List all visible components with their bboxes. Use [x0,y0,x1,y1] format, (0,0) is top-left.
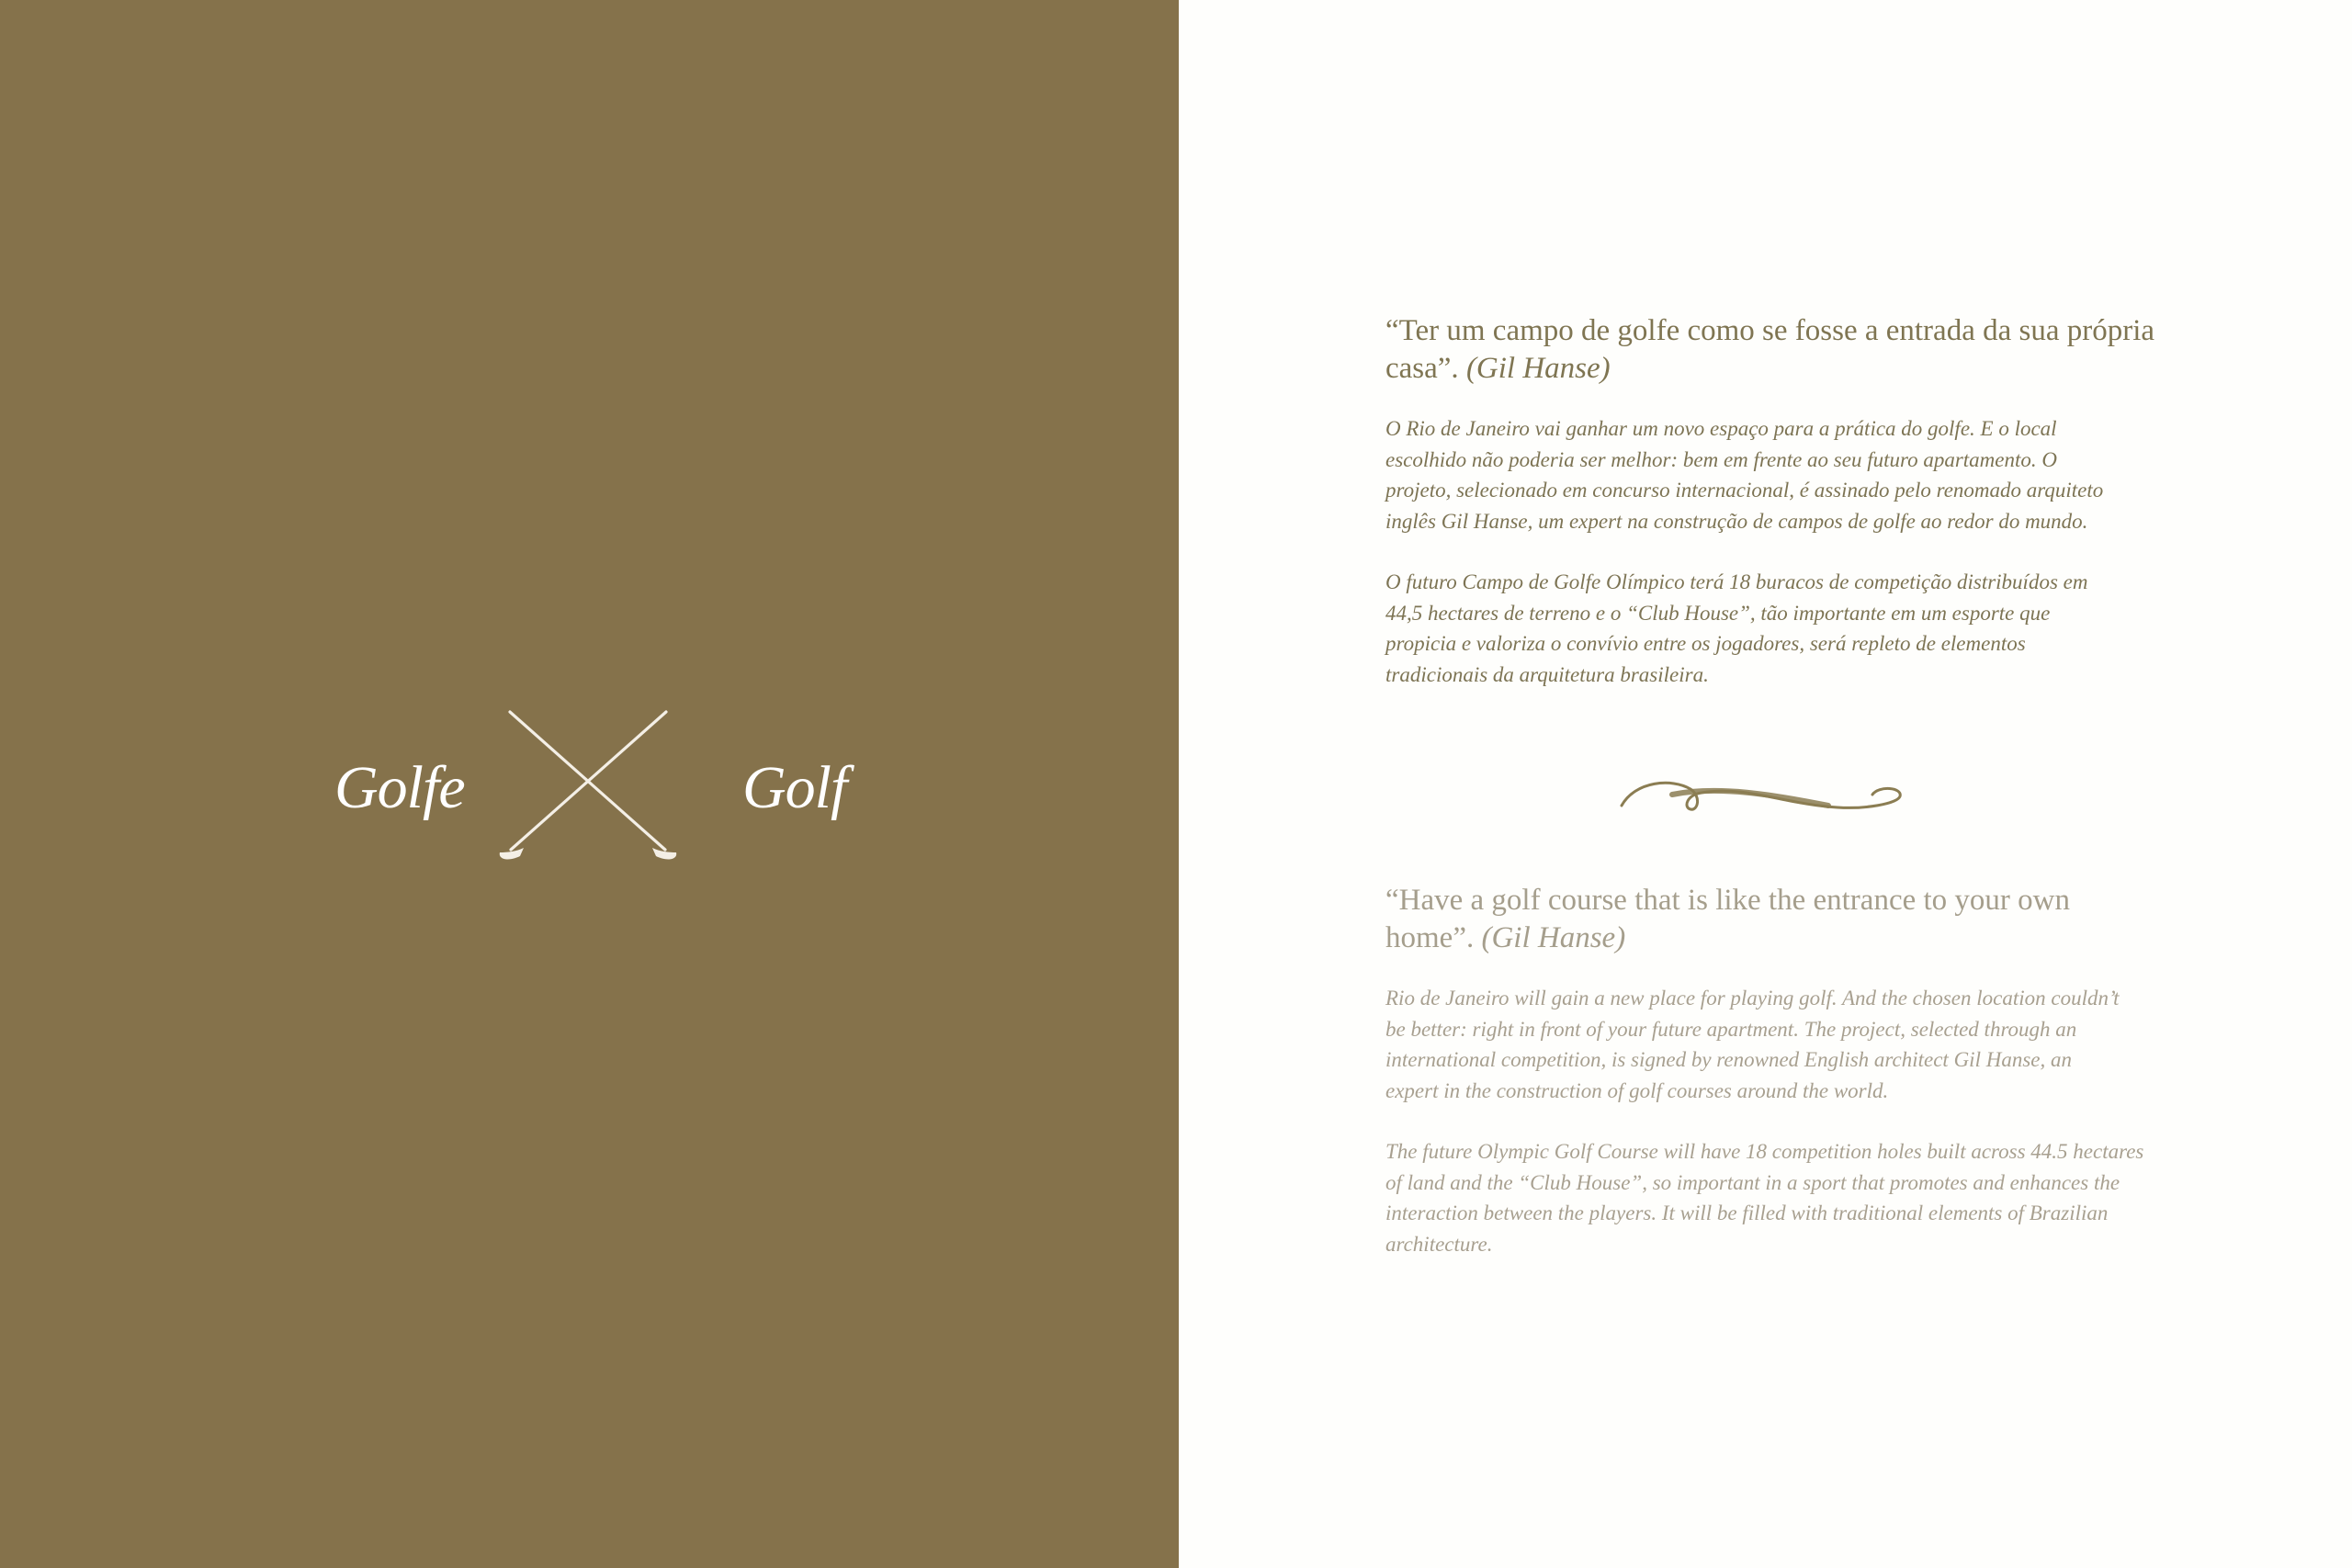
english-quote-author: (Gil Hanse) [1481,921,1626,954]
portuguese-section [1385,312,2176,690]
golf-heading: Golf [742,754,847,821]
english-paragraph-1: Rio de Janeiro will gain a new place for playing golf. And the chosen location couldn’t be better: right in front of your future apartment. The project, selected through an international competition, is signed by renowned English architect Gil Hanse, an expert in the construction of golf courses around the world. [1385,987,2120,1102]
portuguese-paragraph-2: O futuro Campo de Golfe Olímpico terá 18 buracos de competição distribuídos em 44,5 hectares de terreno e o “Club House”, tão importante em um esporte que propicia e valoriza o convívio entre os jogadores, será repleto de elementos tradicionais da arquitetura brasileira. [1385,570,2088,686]
english-quote-text: “Have a golf course that is like the entrance to your own home”. [1385,884,2070,954]
portuguese-quote-author: (Gil Hanse) [1465,352,1611,385]
portuguese-paragraph-1: O Rio de Janeiro vai ganhar um novo espaço para a prática do golfe. E o local escolhido não poderia ser melhor: bem em frente ao seu futuro apartamento. O projeto, selecionado em concurso internacional, é assinado pelo renomado arquiteto inglês Gil Hanse, um expert na construção de campos de golfe ao redor do mundo. [1385,417,2104,533]
crossed-golf-clubs-icon [496,707,680,868]
english-quote [1385,882,2084,957]
flourish-divider-icon [1617,767,1911,822]
golfe-heading: Golfe [334,754,465,821]
portuguese-quote [1385,312,2176,388]
portuguese-quote-text: “Ter um campo de golfe como se fosse a entrada da sua própria casa”. [1385,314,2155,385]
english-section [1385,882,2176,1259]
english-paragraph-2: The future Olympic Golf Course will have 18 competition holes built across 44.5 hectares of land and the “Club House”, so important in a sport that promotes and enhances the interaction between the players. It will be filled with traditional elements of Brazilian architecture. [1385,1140,2144,1256]
